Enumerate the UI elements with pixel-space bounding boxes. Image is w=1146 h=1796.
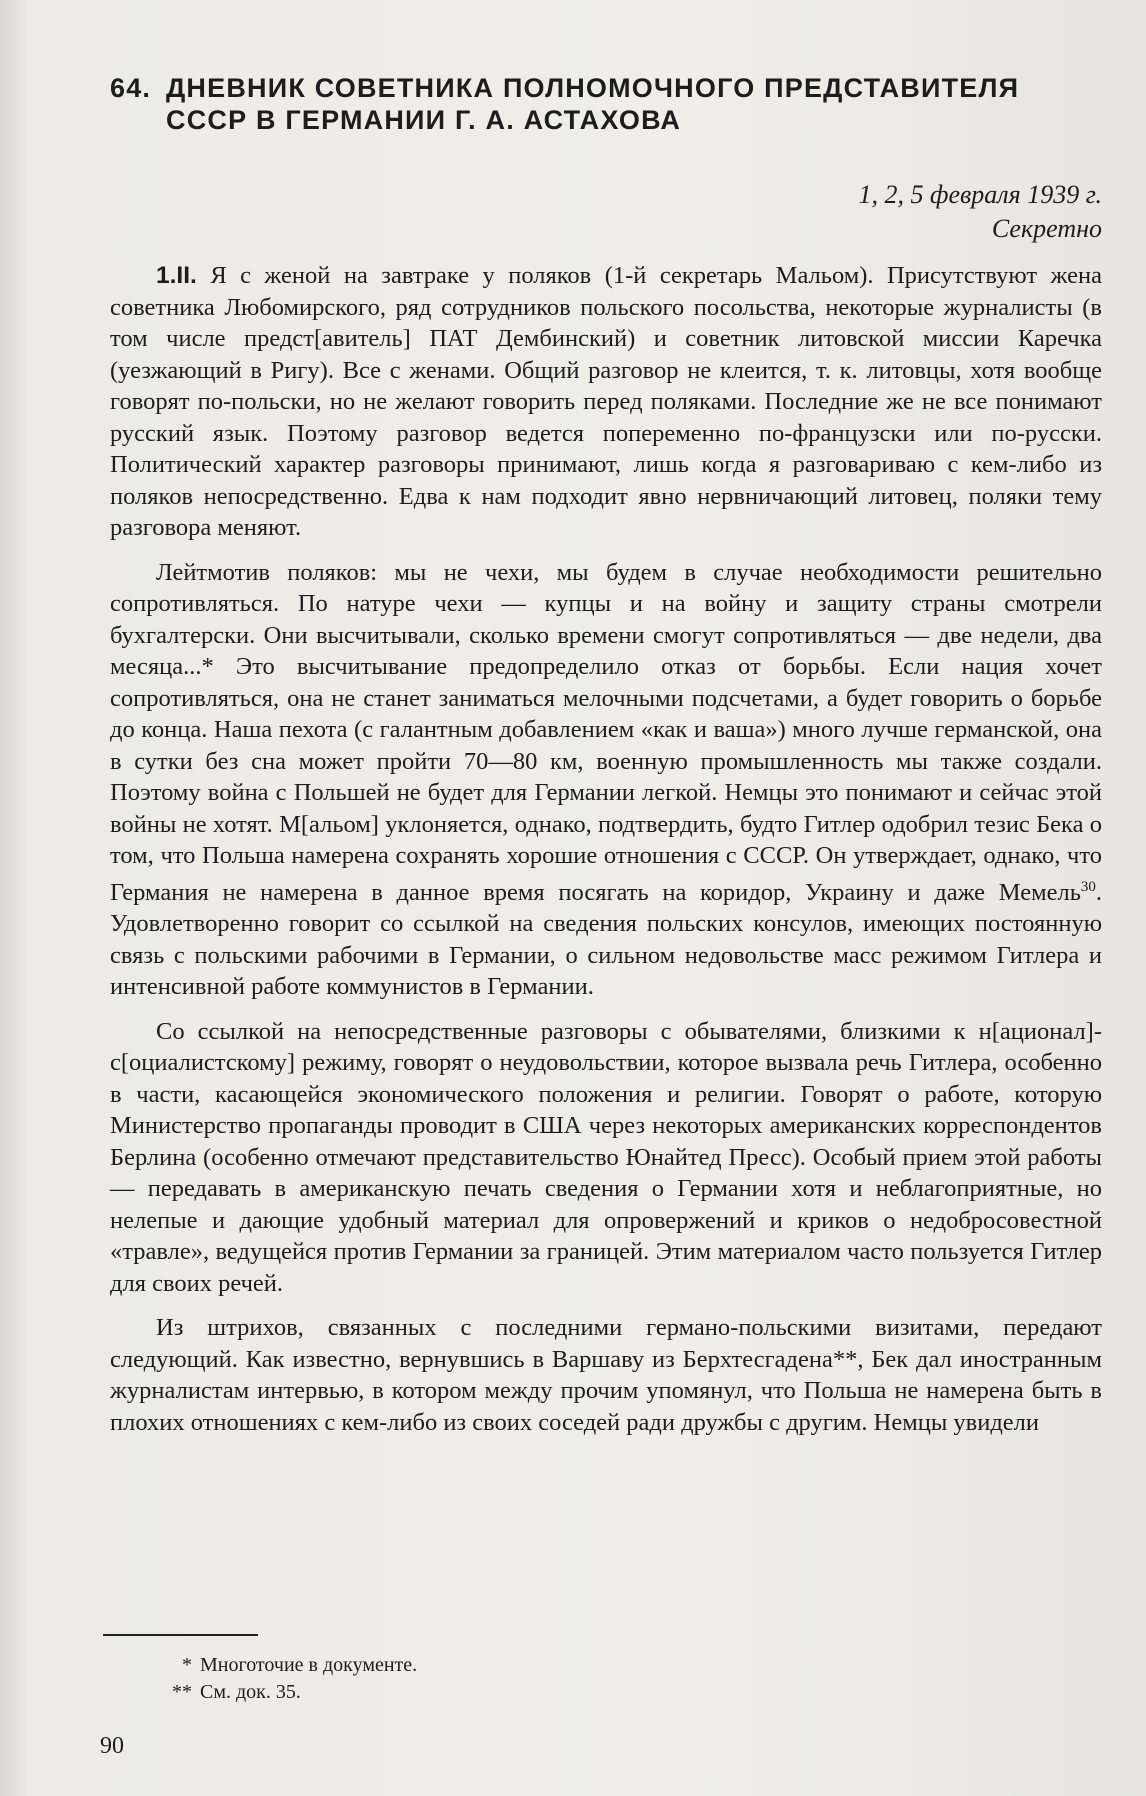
document-heading [110,72,1110,136]
paragraph-2-text-b: . Удовлетворенно говорит со ссылкой на сведения польских консулов, имеющих постоянную связь с польскими рабочими в Германии, о сильном недовольстве масс режимом Гитлера и интенсивной работе коммунистов в Германии. [110,878,1102,1001]
footnote-text: Многоточие в документе. [200,1654,418,1676]
document-body [110,260,1102,1451]
heading-line-1 [110,72,1110,104]
footnote-mark: * [182,1654,192,1676]
footnotes [160,1652,417,1706]
dateline [858,178,1102,246]
heading-title-line-1: ДНЕВНИК СОВЕТНИКА ПОЛНОМОЧНОГО ПРЕДСТАВИТЕЛЯ [166,73,1020,103]
footnote-text: См. док. 35. [200,1681,301,1703]
paragraph-1-text: Я с женой на завтраке у поляков (1-й секретарь Мальом). Присутствуют жена советника Любомирского, ряд сотрудников польского посольства, некоторые журналисты (в том числе предст[авитель] ПАТ Дембинский) и советник литовской миссии Каречка (уезжающий в Ригу). Все с женами. Общий разговор не клеится, т. к. литовцы, хотя вообще говорят по-польски, но не желают говорить перед поляками. Последние же не все понимают русский язык. Поэтому разговор ведется попеременно по-французски или по-русски. Политический характер разговоры принимают, лишь когда я разговариваю с кем-либо из поляков непосредственно. Едва к нам подходит явно нервничающий литовец, поляки тему разговора меняют. [110,262,1102,541]
paragraph-4: Из штрихов, связанных с последними германо-польскими визитами, передают следующий. Как известно, вернувшись в Варшаву из Берхтесгадена**, Бек дал иностранным журналистам интервью, в котором между прочим упомянул, что Польша не намерена быть в плохих отношениях с кем-либо из своих соседей ради дружбы с другим. Немцы увидели [110,1314,1102,1436]
heading-title-line-2: СССР В ГЕРМАНИИ Г. А. АСТАХОВА [166,105,682,135]
paragraph-2 [110,557,1102,1003]
document-number: 64. [110,73,152,103]
entry-date: 1.II. [156,262,197,289]
footnote-mark: ** [172,1681,192,1703]
paragraph-3: Со ссылкой на непосредственные разговоры с обывателями, близкими к н[ационал]-с[оциалистскому] режиму, говорят о неудовольствии, которое вызвала речь Гитлера, особенно в части, касающейся экономического положения и религии. Говорят о работе, которую Министерство пропаганды проводит в США через некоторых американских корреспондентов Берлина (особенно отмечают представительство Юнайтед Пресс). Особый прием этой работы — передавать в американскую печать сведения о Германии хотя и неблагоприятные, но нелепые и дающие удобный материал для опровержений и криков о недобросовестной «травле», ведущейся против Германии за границей. Этим материалом часто пользуется Гитлер для своих речей. [110,1017,1102,1297]
paragraph-1 [110,260,1102,544]
classification-mark: Секретно [991,214,1102,243]
footnote-divider [103,1634,258,1636]
paragraph-2-text-a: Лейтмотив поляков: мы не чехи, мы будем в случае необходимости решительно сопротивляться. По натуре чехи — купцы и на войну и защиту страны смотрели бухгалтерски. Они высчитывали, сколько времени смогут сопротивляться — две недели, два месяца...* Это высчитывание предопределило отказ от борьбы. Если нация хочет сопротивляться, она не станет заниматься мелочными подсчетами, а будет говорить о борьбе до конца. Наша пехота (с галантным добавлением «как и ваша») много лучше германской, она в сутки без сна может пройти 70—80 км, военную промышленность мы также создали. Поэтому война с Польшей не будет для Германии легкой. Немцы это понимают и сейчас этой войны не хотят. М[альом] уклоняется, однако, подтвердить, будто Гитлер одобрил тезис Бека о том, что Польша намерена сохранять хорошие отношения с СССР. Он утверждает, однако, что Германия не намерена в данное время посягать на коридор, Украину и даже Мемель [110,558,1102,906]
document-date: 1, 2, 5 февраля 1939 г. [858,180,1102,209]
endnote-reference: 30 [1080,878,1096,895]
footnote-item [160,1652,417,1679]
footnote-item [160,1679,417,1706]
page-number: 90 [100,1733,124,1759]
